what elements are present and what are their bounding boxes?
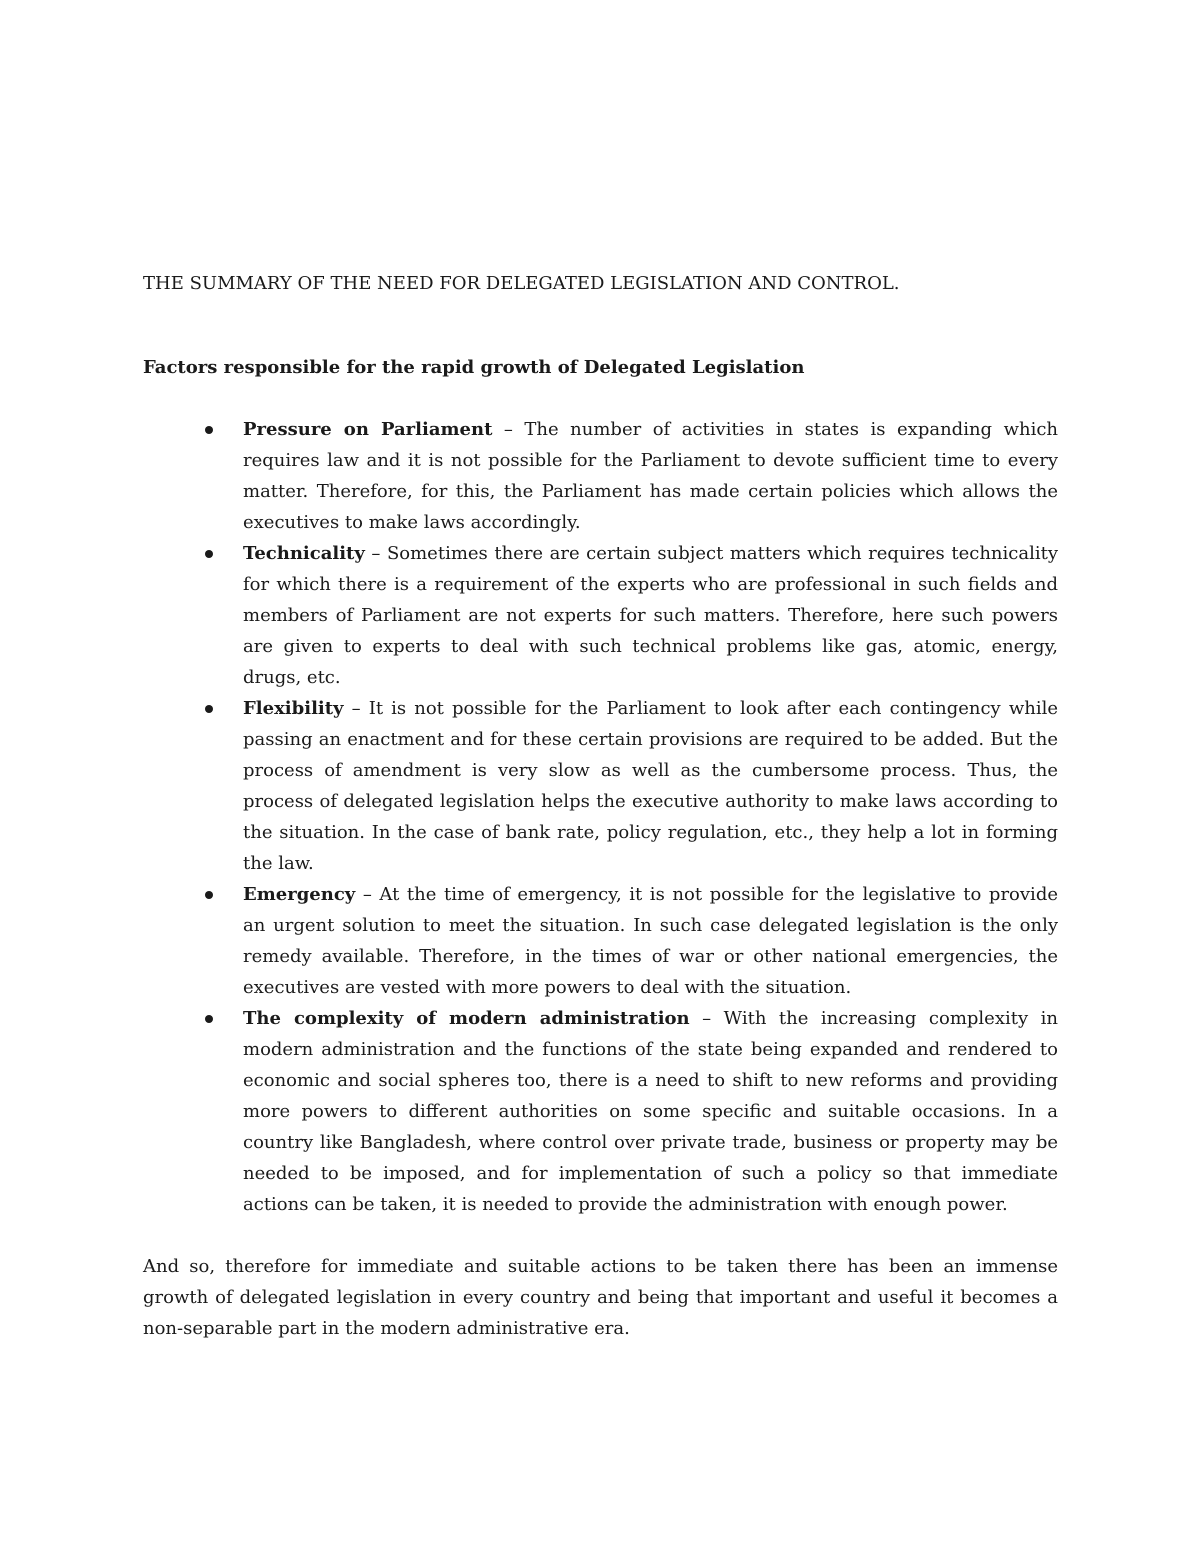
bullet-icon: [205, 426, 213, 434]
factor-description: – Sometimes there are certain subject matters which requires technicality for which there is a requirement of the experts who are professional in such fields and members of Parliament are not experts for such matters. Therefore, here such powers are given to experts to deal with such technical problems like gas, atomic, energy, drugs, etc.: [243, 543, 1058, 688]
factor-description: – It is not possible for the Parliament to look after each contingency while passing an enactment and for these certain provisions are required to be added. But the process of amendment is very slow as well as the cumbersome process. Thus, the process of delegated legislation helps the executive authority to make laws according to the situation. In the case of bank rate, policy regulation, etc., they help a lot in forming the law.: [243, 698, 1058, 874]
factor-term: Emergency: [243, 884, 356, 905]
list-item-technicality: [243, 538, 1058, 693]
factor-list: [143, 414, 1058, 1220]
list-item-complexity-of-modern-administration: [243, 1003, 1058, 1220]
list-item-pressure-on-parliament: [243, 414, 1058, 538]
bullet-icon: [205, 705, 213, 713]
bullet-icon: [205, 891, 213, 899]
bullet-icon: [205, 1015, 213, 1023]
closing-paragraph: And so, therefore for immediate and suitable actions to be taken there has been an immense growth of delegated legislation in every country and being that important and useful it becomes a non-separable part in the modern administrative era.: [143, 1256, 1058, 1339]
factor-term: Pressure on Parliament: [243, 419, 493, 440]
factor-description: – At the time of emergency, it is not possible for the legislative to provide an urgent solution to meet the situation. In such case delegated legislation is the only remedy available. Therefore, in the times of war or other national emergencies, the executives are vested with more powers to deal with the situation.: [243, 884, 1058, 998]
section-heading: Factors responsible for the rapid growth of Delegated Legislation: [143, 357, 805, 378]
bullet-icon: [205, 550, 213, 558]
document-page: [143, 268, 1058, 1344]
document-title: THE SUMMARY OF THE NEED FOR DELEGATED LEGISLATION AND CONTROL.: [143, 273, 900, 294]
factor-description: – With the increasing complexity in modern administration and the functions of the state being expanded and rendered to economic and social spheres too, there is a need to shift to new reforms and providing more powers to different authorities on some specific and suitable occasions. In a country like Bangladesh, where control over private trade, business or property may be needed to be imposed, and for implementation of such a policy so that immediate actions can be taken, it is needed to provide the administration with enough power.: [243, 1008, 1058, 1215]
factor-term: Technicality: [243, 543, 365, 564]
list-item-emergency: [243, 879, 1058, 1003]
factor-description: – The number of activities in states is expanding which requires law and it is not possible for the Parliament to devote sufficient time to every matter. Therefore, for this, the Parliament has made certain policies which allows the executives to make laws accordingly.: [243, 419, 1058, 533]
factor-term: Flexibility: [243, 698, 344, 719]
list-item-flexibility: [243, 693, 1058, 879]
factor-term: The complexity of modern administration: [243, 1008, 690, 1029]
